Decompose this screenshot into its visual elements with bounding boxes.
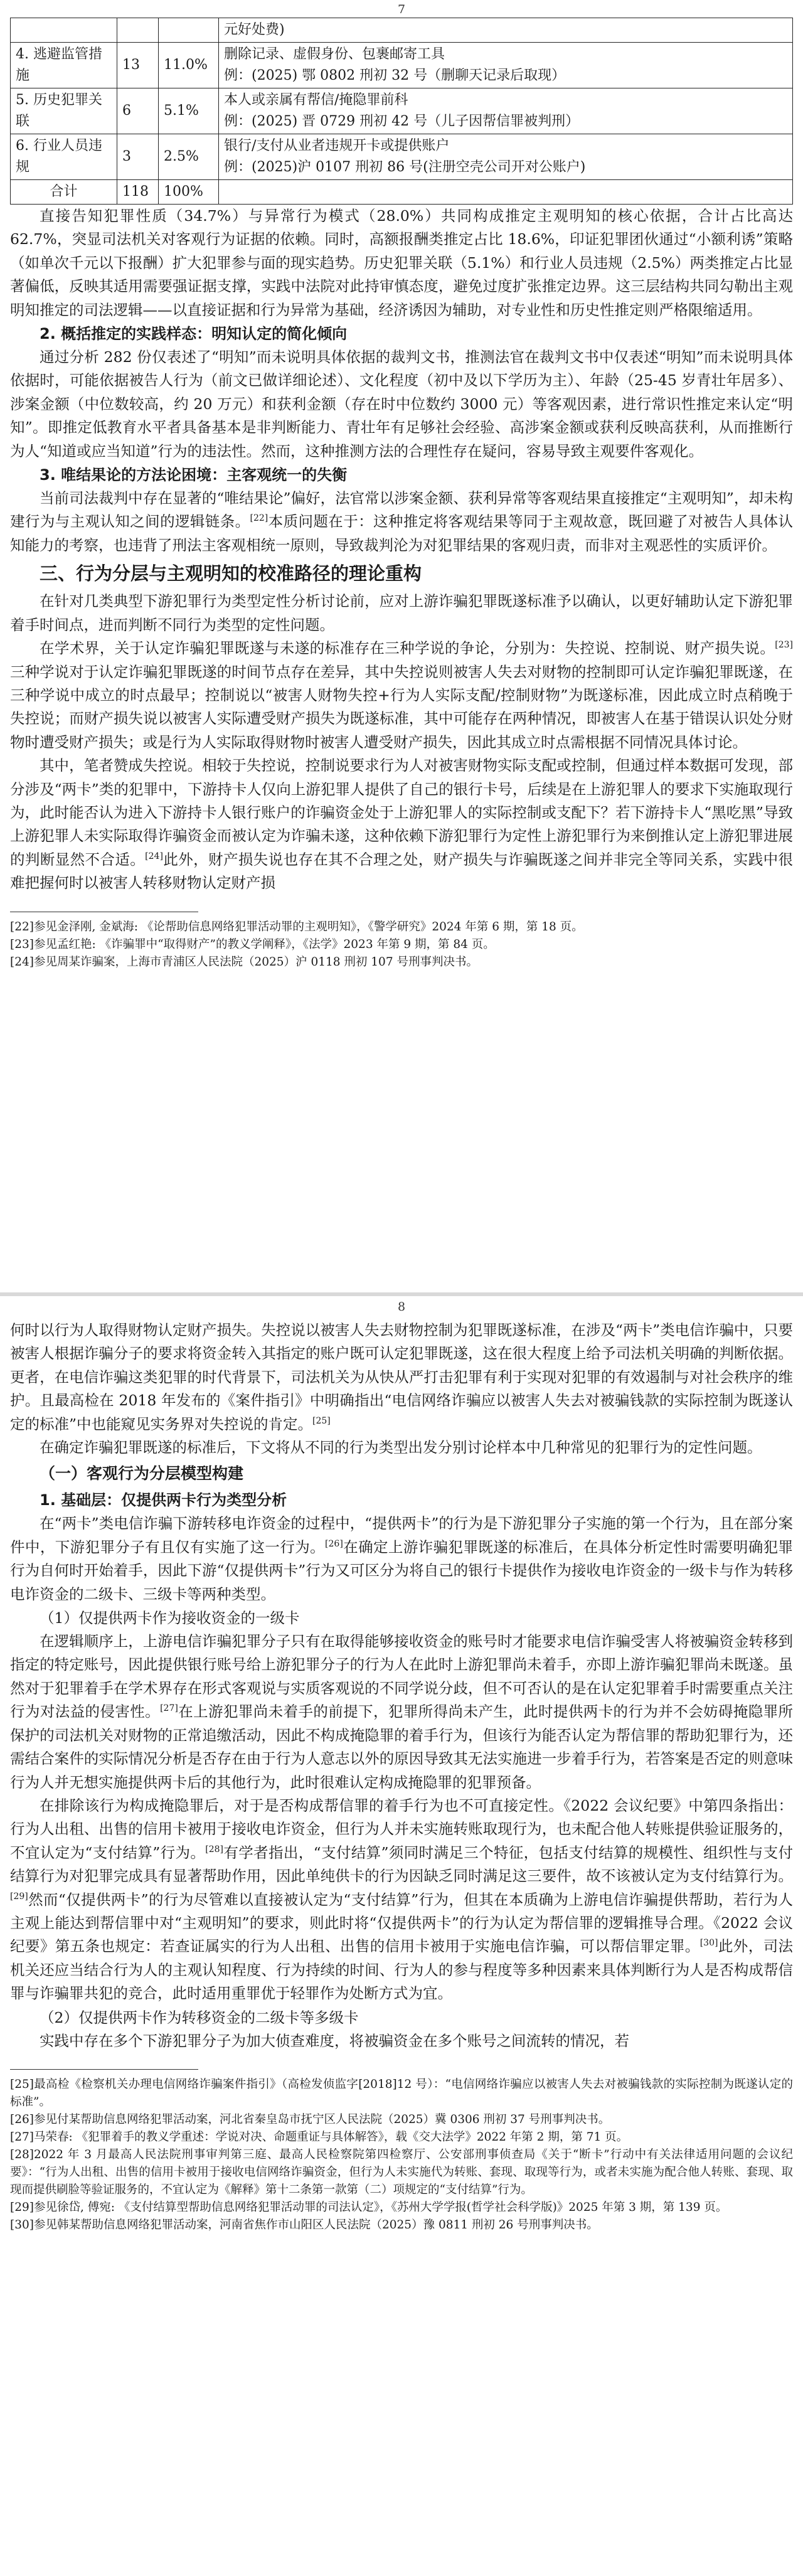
subsection-heading: 1. 基础层：仅提供两卡行为类型分析 (40, 1491, 287, 1509)
table-row (11, 88, 793, 134)
section-heading: （一）客观行为分层模型构建 (40, 1464, 244, 1483)
table-cell-detail: 本人或亲属有帮信/掩隐罪前科 例：(2025) 晋 0729 刑初 42 号（儿子因帮信罪被判刑） (219, 88, 793, 134)
footnote-ref[interactable]: [28] (205, 1844, 223, 1855)
table-cell-percent: 100% (159, 180, 219, 205)
paragraph: 在针对几类典型下游犯罪行为类型定性分析讨论前，应对上游诈骗犯罪既遂标准予以确认，以更好辅助认定下游犯罪着手时间点，进而判断不同行为类型的定性问题。 (10, 592, 793, 634)
table-cell-count: 13 (117, 43, 159, 88)
paragraph-text: 在学术界，关于认定诈骗犯罪既遂与未遂的标准存在三种学说的争论，分别为：失控说、控制说、财产损失说。 (40, 639, 775, 657)
paragraph (10, 637, 793, 754)
paragraph-text: 本质问题在于：这种推定将客观结果等同于主观故意，既回避了对被告人具体认知能力的考察，也违背了刑法主客观相统一原则，导致裁判沦为对犯罪结果的客观归责，而非对主观恶性的实质评价。 (10, 513, 794, 554)
subsection-heading: 3. 唯结果论的方法论困境：主客观统一的失衡 (40, 466, 348, 484)
table-cell-percent (159, 18, 219, 43)
footnote-ref[interactable]: [27] (160, 1703, 178, 1714)
footnote: [26]参见付某帮助信息网络犯罪活动案，河北省秦皇岛市抚宁区人民法院（2025）冀 0306 刑初 37 号刑事判决书。 (10, 2112, 610, 2126)
page-number: 8 (397, 1300, 406, 1314)
page-8-body (10, 1319, 793, 2234)
paragraph (10, 1630, 793, 1794)
paragraph-text: 此外，财产损失说也存在其不合理之处，财产损失与诈骗既遂之间并非完全等同关系，实践中很难把握何时以被害人转移财物认定财产损 (10, 850, 794, 892)
paragraph: 在确定诈骗犯罪既遂的标准后，下文将从不同的行为类型出发分别讨论样本中几种常见的犯罪行为的定性问题。 (40, 1439, 762, 1457)
paragraph: 通过分析 282 份仅表述了“明知”而未说明具体依据的裁判文书，推测法官在裁判文书中仅表述“明知”而未说明具体依据时，可能依据被告人行为（前文已做详细论述）、文化程度（初中及以下学历为主）、年龄（25-45 岁青壮年居多）、涉案金额（中位数较高，约 20 万元）和获利金额（存在时中位数约 3000 元）等客观因素，进行常识性推定来认定“明知”。即推定低教育水平者具备基本是非判断能力、青壮年有足够社会经验、高涉案金额或获利反映高获利，从而推断行为人“知道或应当知道”行为的违法性。然而，这种推测方法的合理性存在疑问，容易导致主观要件客观化。 (10, 348, 793, 460)
footnote-divider (10, 2069, 198, 2070)
subsubsection-heading: （2）仅提供两卡作为转移资金的二级卡等多级卡 (40, 2008, 359, 2026)
footnote: [23]参见孟红艳: 《诈骗罪中“取得财产”的教义学阐释》，《法学》2023 年第 9 期，第 84 页。 (10, 937, 495, 951)
footnote: [25]最高检《检察机关办理电信网络诈骗案件指引》（高检发侦监字[2018]12 号）：“电信网络诈骗应以被害人失去对被骗钱款的实际控制为既遂认定的标准”。 (10, 2077, 793, 2109)
footnote-ref[interactable]: [26] (325, 1539, 343, 1550)
table-cell-count: 118 (117, 180, 159, 205)
footnote: [28]2022 年 3 月最高人民法院刑事审判第三庭、最高人民检察院第四检察厅、公安部刑事侦查局《关于“断卡”行动中有关法律适用问题的会议纪要》：“行为人出租、出售的信用卡被用于接收电信网络诈骗资金，但行为人未实施代为转账、套现、取现等行为，或者未实施为配合他人转账、套现、取现而提供刷脸等验证服务的，不宜认定为《解释》第十二条第一款第（二）项规定的“支付结算”行为。 (10, 2148, 793, 2196)
table-cell-detail: 删除记录、虚假身份、包裹邮寄工具 例：(2025) 鄂 0802 刑初 32 号（删聊天记录后取现） (219, 43, 793, 88)
table-cell-percent: 5.1% (159, 88, 219, 134)
paragraph-text: 当前司法裁判中存在显著的“唯结果论”偏好，法官常以涉案金额、获利异常等客观结果直接推定“主观明知”，却未构建行为与主观认知之间的逻辑链条。 (10, 489, 793, 531)
paragraph: 实践中存在多个下游犯罪分子为加大侦查难度，将被骗资金在多个账号之间流转的情况，若 (40, 2031, 629, 2050)
evidence-table (10, 18, 793, 205)
table-cell-detail (219, 180, 793, 205)
paragraph (10, 487, 793, 557)
table-cell-category: 5. 历史犯罪关联 (11, 88, 117, 134)
table-row (11, 43, 793, 88)
page-8 (0, 1296, 803, 2576)
paragraph (10, 754, 793, 895)
paragraph-text: 此外，司法机关还应当结合行为人的主观认知程度、行为持续的时间、行为人的参与程度等多种因素来具体判断行为人是否构成帮信罪与诈骗罪共犯的竞合，此时适用重罪优于轻罪作为处断方式为宜。 (10, 1937, 794, 2003)
paragraph (10, 1319, 793, 1436)
paragraph (10, 1512, 793, 1606)
paragraph-text: 然而“仅提供两卡”的行为尽管难以直接被认定为“支付结算”行为，但其在本质确为上游电信诈骗提供帮助，若行为人主观上能达到帮信罪中对“主观明知”的要求，则此时将“仅提供两卡”的行为认定为帮信罪的逻辑推导合理。《2022 会议纪要》第五条也规定：若查证属实的行为人出租、出售的信用卡被用于实施电信诈骗，可以帮信罪定罪。 (10, 1890, 793, 1956)
footnote-ref[interactable]: [23] (775, 640, 793, 651)
table-cell-percent: 2.5% (159, 134, 219, 180)
table-row (11, 18, 793, 43)
table-total-row (11, 180, 793, 205)
table-cell-count: 3 (117, 134, 159, 180)
paragraph-text: 何时以行为人取得财物认定财产损失。失控说以被害人失去财物控制为犯罪既遂标准，在涉及“两卡”类电信诈骗中，只要被害人根据诈骗分子的要求将资金转入其指定的账户既可认定犯罪既遂，这在很大程度上给予司法机关明确的判断依据。更者，在电信诈骗这类犯罪的时代背景下，司法机关为从快从严打击犯罪有利于实现对犯罪的有效遏制与对社会秩序的维护。且最高检在 2018 年发布的《案件指引》中明确指出“电信网络诈骗应以被害人失去对被骗钱款的实际控制为既遂认定的标准”中也能窥见实务界对失控说的肯定。 (10, 1321, 793, 1433)
table-cell-count (117, 18, 159, 43)
footnote: [24]参见周某诈骗案，上海市青浦区人民法院（2025）沪 0118 刑初 107 号刑事判决书。 (10, 955, 478, 969)
table-cell-count: 6 (117, 88, 159, 134)
paragraph-text: 其中，笔者赞成失控说。相较于失控说，控制说要求行为人对被害财物实际支配或控制，但通过样本数据可发现，部分涉及“两卡”类的犯罪中，下游持卡人仅向上游犯罪人提供了自己的银行卡号，后续是在上游犯罪人的要求下实施取现行为，此时能否认为进入下游持卡人银行账户的诈骗资金处于上游犯罪人的实际控制或支配下？若下游持卡人“黑吃黑”导致上游犯罪人未实际取得诈骗资金而被认定为诈骗未遂，这种依赖下游犯罪行为定性上游犯罪行为来倒推认定上游犯罪进展的判断显然不合适。 (10, 757, 793, 868)
subsection-heading: 2. 概括推定的实践样态：明知认定的简化倾向 (40, 325, 348, 343)
paragraph-text: 在上游犯罪尚未着手的前提下，犯罪所得尚未产生，此时提供两卡的行为并不会妨碍掩隐罪所保护的司法机关对财物的正常追缴活动，因此不构成掩隐罪的着手行为，但该行为能否认定为帮信罪的帮助犯罪行为，还需结合案件的实际情况分析是否存在由于行为人意志以外的原因导致其无法实施进一步着手行为，若答案是否定的则意味行为人并无想实施提供两卡后的其他行为，此时很难认定构成掩隐罪的犯罪预备。 (10, 1703, 794, 1791)
footnote: [29]参见徐岱, 傅宛: 《支付结算型帮助信息网络犯罪活动罪的司法认定》，《苏州大学学报(哲学社会科学版)》2025 年第 3 期，第 139 页。 (10, 2200, 728, 2214)
table-cell-category: 4. 逃避监管措施 (11, 43, 117, 88)
footnote: [22]参见金泽刚, 金斌海: 《论帮助信息网络犯罪活动罪的主观明知》，《警学研究》2024 年第 6 期，第 18 页。 (10, 920, 583, 934)
footnote: [27]马荣春: 《犯罪着手的教义学重述：学说对决、命题重证与具体解答》，载《交大法学》2022 年第 2 期，第 71 页。 (10, 2130, 629, 2144)
paragraph-text: 三种学说对于认定诈骗犯罪既遂的时间节点存在差异，其中失控说则被害人失去对财物的控制即可认定诈骗犯罪既遂，在三种学说中成立的时点最早；控制说以“被害人财物失控+行为人实际支配/控制财物”为既遂标准，因此成立时点稍晚于失控说；而财产损失说以被害人实际遭受财产损失为既遂标准，其中可能存在两种情况，即被害人在基于错误认识处分财物时遭受财产损失；或是行为人实际取得财物时被害人遭受财产损失，因此其成立时点需根据不同情况具体讨论。 (10, 663, 793, 751)
footnote-ref[interactable]: [25] (312, 1415, 331, 1426)
footnote-ref[interactable]: [22] (250, 513, 269, 524)
footnote-ref[interactable]: [29] (10, 1891, 28, 1902)
paragraph-text: 在逻辑顺序上，上游电信诈骗犯罪分子只有在取得能够接收资金的账号时才能要求电信诈骗受害人将被骗资金转移到指定的特定账号，因此提供银行账号给上游犯罪分子的行为人在此时上游犯罪尚未着手，亦即上游诈骗犯罪尚未既遂。虽然对于犯罪着手在学术界存在形式客观说与实质客观说的不同学说分歧，但不可否认的是在认定犯罪着手时需要重点关注行为对法益的侵害性。 (10, 1632, 793, 1721)
paragraph (10, 1794, 793, 2006)
paragraph-text: 在“两卡”类电信诈骗下游转移电诈资金的过程中，“提供两卡”的行为是下游犯罪分子实施的第一个行为，且在部分案件中，下游犯罪分子有且仅有实施了这一行为。 (10, 1514, 793, 1556)
paragraph-text: 在确定上游诈骗犯罪既遂的标准后，在具体分析定性时需要明确犯罪行为自何时开始着手，因此下游“仅提供两卡”行为又可区分为将自己的银行卡提供作为接收电诈资金的一级卡与作为转移电诈资金的二级卡、三级卡等两种类型。 (10, 1538, 794, 1603)
paragraph: 直接告知犯罪性质（34.7%）与异常行为模式（28.0%）共同构成推定主观明知的核心依据，合计占比高达 62.7%，突显司法机关对客观行为证据的依赖。同时，高额报酬类推定占比 18.6%，印证犯罪团伙通过“小额利诱”策略（如单次千元以下报酬）扩大犯罪参与面的现实趋势。历史犯罪关联（5.1%）和行业人员违规（2.5%）两类推定占比显著偏低，反映其适用需要强证据支撑，实践中法院对此持审慎态度，避免过度扩张推定边界。这三层结构共同勾勒出主观明知推定的司法逻辑——以直接证据和行为异常为基础，经济诱因为辅助，对专业性和历史性推定则严格限缩适用。 (10, 207, 793, 319)
table-cell-detail: 银行/支付从业者违规开卡或提供账户 例：(2025)沪 0107 刑初 86 号(注册空壳公司开对公账户) (219, 134, 793, 180)
section-heading: 三、行为分层与主观明知的校准路径的理论重构 (40, 563, 422, 585)
paragraph-text: 有学者指出，“支付结算”须同时满足三个特征，包括支付结算的规模性、组织性与支付结算行为对犯罪完成具有显著帮助作用，因此单纯供卡的行为因缺乏同时满足这三要件，故不该被认定为支付结算行为。 (10, 1843, 793, 1885)
table-cell-category (11, 18, 117, 43)
table-cell-detail: 元好处费) (219, 18, 793, 43)
footnote-ref[interactable]: [24] (145, 851, 163, 861)
table-cell-category: 合计 (11, 180, 117, 205)
page-number: 7 (397, 3, 406, 16)
footnote: [30]参见韩某帮助信息网络犯罪活动案，河南省焦作市山阳区人民法院（2025）豫 0811 刑初 26 号刑事判决书。 (10, 2218, 598, 2232)
table-cell-category: 6. 行业人员违规 (11, 134, 117, 180)
table-cell-percent: 11.0% (159, 43, 219, 88)
paragraph-text: 在排除该行为构成掩隐罪后，对于是否构成帮信罪的着手行为也不可直接定性。《2022 会议纪要》中第四条指出：行为人出租、出售的信用卡被用于接收电诈资金，但行为人并未实施转账取现行为，也未配合他人转账提供验证服务的，不宜认定为“支付结算”行为。 (10, 1796, 793, 1861)
table-row (11, 134, 793, 180)
footnote-ref[interactable]: [30] (699, 1938, 718, 1949)
subsubsection-heading: （1）仅提供两卡作为接收资金的一级卡 (40, 1609, 300, 1627)
page-7-body (10, 18, 793, 971)
